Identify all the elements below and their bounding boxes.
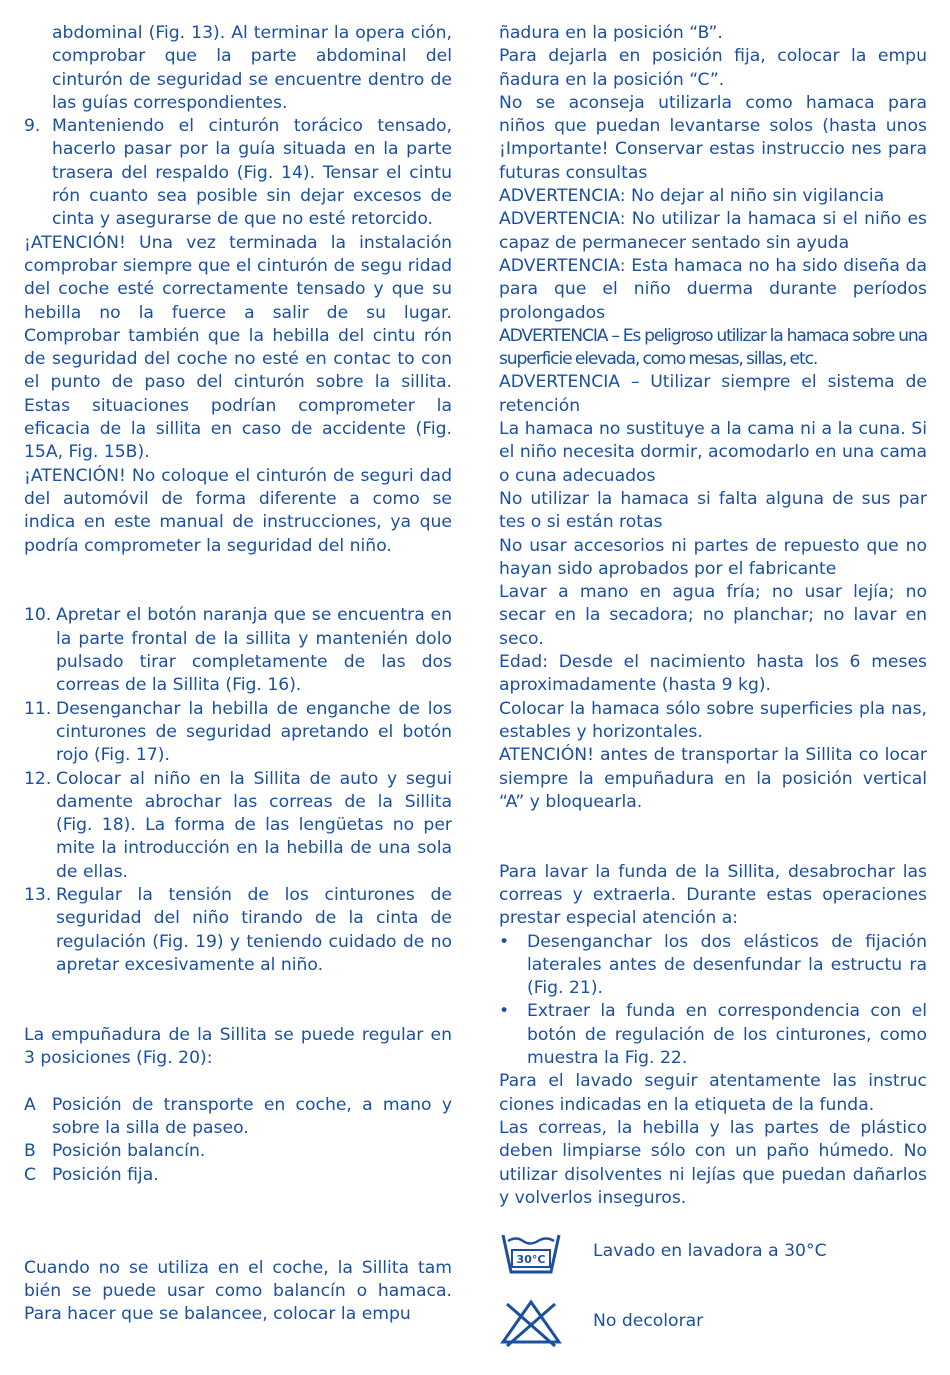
position-text: Posición balancín. — [52, 1141, 206, 1162]
warning-sitting: ADVERTENCIA: No utilizar la hamaca si el niño es capaz de permanecer sentado sin ayuda — [499, 209, 927, 253]
handle-b-line: ñadura en la posición “B”. — [499, 23, 723, 43]
position-letter: C — [24, 1164, 37, 1185]
wash-intro: Para lavar la funda de la Sillita, desabrochar las correas y extraerla. Durante estas operaciones prestar especial atención a: — [499, 861, 927, 929]
care-label-wash: Lavado en lavadora a 30°C — [593, 1241, 827, 1262]
rocker-intro: Cuando no se utiliza en el coche, la Sillita tam bién se puede usar como balancín o hamaca. Para hacer que se balancee, colocar la empu — [24, 1257, 452, 1325]
step-number: 11. — [24, 698, 52, 719]
broken-parts-note: No utilizar la hamaca si falta alguna de sus par tes o si están rotas — [499, 488, 927, 533]
left-column — [24, 22, 452, 1327]
step-number: 13. — [24, 884, 52, 905]
position-b — [24, 1140, 452, 1163]
fixed-position-line: Para dejarla en posición fija, colocar la empu ñadura en la posición “C”. — [499, 46, 927, 90]
position-letter: B — [24, 1141, 36, 1162]
step-text: Regular la tensión de los cinturones de seguridad del niño tirando de la cinta de regulación (Fig. 19) y teniendo cuidado de no apretar excesivamente al niño. — [56, 884, 452, 975]
warning-elevated-surface: ADVERTENCIA – Es peligroso utilizar la hamaca sobre una superficie elevada, como mesas, sillas, etc. — [499, 325, 927, 370]
step-number: 12. — [24, 768, 52, 789]
wash-temperature: 30°C — [516, 1253, 546, 1267]
step-12 — [24, 768, 452, 884]
step-10 — [24, 604, 452, 697]
step-text: Manteniendo el cinturón torácico tensado, hacerlo pasar por la guía situada en la parte trasera del respaldo (Fig. 14). Tensar el cintu rón cuanto sea posible sin dejar excesos de cinta y asegurarse de que no esté retorcido. — [52, 116, 452, 230]
step-13 — [24, 884, 452, 977]
transport-warning: ATENCIÓN! antes de transportar la Sillita co locar siempre la empuñadura en la posición vertical “A” y bloquearla. — [499, 745, 927, 812]
care-symbol-bleach — [499, 1292, 927, 1352]
warning-belt-routing: ¡ATENCIÓN! No coloque el cinturón de seguri dad del automóvil de forma diferente a como se indica en este manual de instrucciones, ya que podría comprometer la seguridad del niño. — [24, 465, 452, 556]
position-text: Posición de transporte en coche, a mano y sobre la silla de paseo. — [52, 1094, 452, 1138]
warning-restraint: ADVERTENCIA – Utilizar siempre el sistema de retención — [499, 372, 927, 416]
step-text: Apretar el botón naranja que se encuentra en la parte frontal de la sillita y mantenién dolo pulsado tirar completamente de las dos correas de la Sillita (Fig. 16). — [56, 605, 452, 696]
care-label-bleach: No decolorar — [593, 1311, 704, 1332]
position-letter: A — [24, 1094, 36, 1115]
warning-sleep: ADVERTENCIA: Esta hamaca no ha sido diseña da para que el niño duerma durante períodos prolongados — [499, 255, 927, 323]
care-symbol-wash — [499, 1222, 927, 1282]
right-column — [499, 22, 927, 1352]
bullet-text: Extraer la funda en correspondencia con el botón de regulación de los cinturones, como muestra la Fig. 22. — [527, 1001, 927, 1069]
position-c — [24, 1164, 452, 1187]
step-text: Colocar al niño en la Sillita de auto y segui damente abrochar las correas de la Sillita (Fig. 18). La forma de las lengüetas no per mite la introducción en la hebilla de una sola de ellas. — [56, 768, 452, 882]
bed-note: La hamaca no sustituye a la cama ni a la cuna. Si el niño necesita dormir, acomodarlo en una cama o cuna adecuados — [499, 419, 928, 486]
important-note: No se aconseja utilizarla como hamaca para niños que puedan levantarse solos (hasta unos ¡Importante! Conservar estas instruccio nes para futuras consultas — [499, 92, 927, 183]
step-11 — [24, 698, 452, 768]
step-text: Desenganchar la hebilla de enganche de los cinturones de seguridad apretando el botón rojo (Fig. 17). — [56, 698, 452, 766]
accessories-note: No usar accesorios ni partes de repuesto que no hayan sido aprobados por el fabricante — [499, 535, 927, 579]
age-note: Edad: Desde el nacimiento hasta los 6 meses aproximadamente (hasta 9 kg). — [499, 652, 927, 696]
wash-instructions: Para el lavado seguir atentamente las instruc ciones indicadas en la etiqueta de la funda. — [499, 1071, 927, 1115]
step-number: 9. — [24, 116, 41, 137]
bullet-text: Desenganchar los dos elásticos de fijación laterales antes de desenfundar la estructu ra (Fig. 21). — [527, 931, 927, 999]
step-9 — [24, 115, 452, 231]
surface-note: Colocar la hamaca sólo sobre superficies pla nas, estables y horizontales. — [499, 698, 927, 742]
paragraph-continued: abdominal (Fig. 13). Al terminar la opera ción, comprobar que la parte abdominal del cinturón de seguridad se encuentre dentro de las guías correspondientes. — [52, 23, 452, 113]
warning-supervision: ADVERTENCIA: No dejar al niño sin vigilancia — [499, 186, 885, 207]
washing-note: Lavar a mano en agua fría; no usar lejía; no secar en la secadora; no planchar; no lavar en seco. — [499, 582, 927, 649]
warning-installation: ¡ATENCIÓN! Una vez terminada la instalación comprobar siempre que el cinturón de segu ridad del coche esté correctamente tensado y que su hebilla no la fuerce a salir de su lugar. Comprobar también que la hebilla del cintu rón de seguridad del coche no esté en contac to con el punto de paso del cinturón sobre la sillita. Estas situaciones podrían comprometer la eficacia de la sillita en caso de accidente (Fig. 15A, Fig. 15B). — [24, 232, 452, 463]
handle-intro: La empuñadura de la Sillita se puede regular en 3 posiciones (Fig. 20): — [24, 1024, 452, 1069]
cleaning-instructions: Las correas, la hebilla y las partes de plástico deben limpiarse sólo con un paño húmedo. No utilizar disolventes ni lejías que puedan dañarlos y volverlos inseguros. — [499, 1117, 927, 1208]
wash-30-icon — [499, 1226, 563, 1278]
no-bleach-icon — [499, 1296, 563, 1348]
position-text: Posición fija. — [52, 1164, 159, 1185]
bullet-icon: • — [499, 1001, 510, 1022]
bullet-icon: • — [499, 931, 510, 952]
bullet-item — [499, 931, 927, 1001]
position-a — [24, 1094, 452, 1141]
bullet-item — [499, 1000, 927, 1070]
step-number: 10. — [24, 605, 52, 626]
